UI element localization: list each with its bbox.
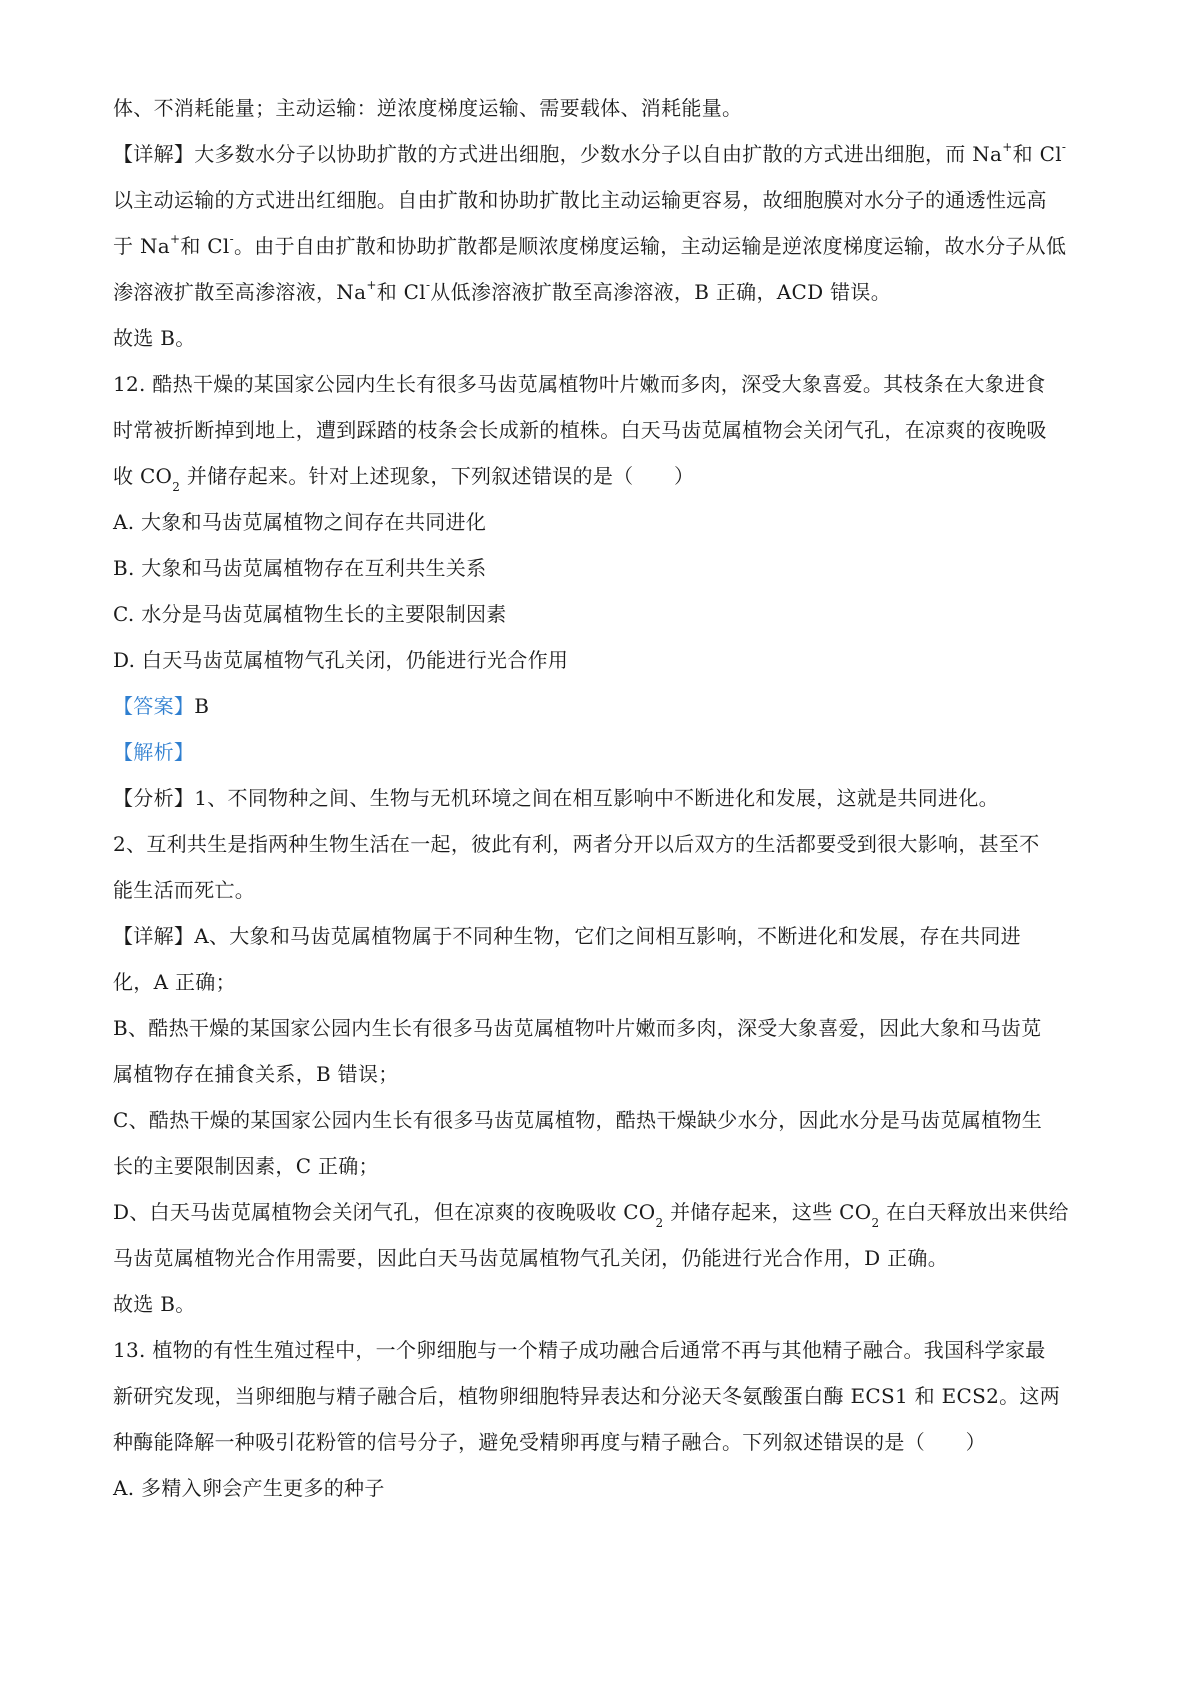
- text-line: [113, 1062, 1103, 1086]
- text-span: 2、互利共生是指两种生物生活在一起，彼此有利，两者分开以后双方的生活都要受到很大影响，甚至不: [113, 832, 1040, 856]
- superscript: +: [366, 278, 377, 293]
- text-span: 故选 B。: [113, 326, 196, 350]
- text-span: 和 Cl: [376, 280, 426, 304]
- text-span: 能生活而死亡。: [113, 878, 256, 902]
- text-span: 并储存起来，这些 CO: [663, 1200, 872, 1224]
- subscript: 2: [655, 1216, 664, 1230]
- text-line: [113, 1016, 1103, 1040]
- text-line: [113, 1292, 1103, 1316]
- text-span: C、酷热干燥的某国家公园内生长有很多马齿苋属植物，酷热干燥缺少水分，因此水分是马齿苋属植物生: [113, 1108, 1043, 1132]
- text-span: B. 大象和马齿苋属植物存在互利共生关系: [113, 556, 487, 580]
- text-span: 于 Na: [113, 234, 170, 258]
- superscript: -: [425, 278, 431, 293]
- text-span: B、酷热干燥的某国家公园内生长有很多马齿苋属植物叶片嫩而多肉，深受大象喜爱，因此大象和马齿苋: [113, 1016, 1042, 1040]
- text-line: [113, 1154, 1103, 1178]
- text-span: 和 Cl: [180, 234, 230, 258]
- text-span: 在白天释放出来供给: [879, 1200, 1069, 1224]
- text-line: [113, 970, 1103, 994]
- text-span: 12. 酷热干燥的某国家公园内生长有很多马齿苋属植物叶片嫩而多肉，深受大象喜爱。其枝条在大象进食: [113, 372, 1046, 396]
- text-line: [113, 96, 1103, 120]
- text-line: [113, 188, 1103, 212]
- text-line: [113, 418, 1103, 442]
- text-span: 属植物存在捕食关系，B 错误；: [113, 1062, 399, 1086]
- subscript: 2: [871, 1216, 880, 1230]
- text-span: 【详解】A、大象和马齿苋属植物属于不同种生物，它们之间相互影响，不断进化和发展，存在共同进: [113, 924, 1021, 948]
- option-d: [113, 648, 1103, 672]
- text-span: D、白天马齿苋属植物会关闭气孔，但在凉爽的夜晚吸收 CO: [113, 1200, 656, 1224]
- answer-line: [113, 694, 1103, 718]
- document-page: [113, 96, 1103, 1500]
- option-a: [113, 1476, 1103, 1500]
- superscript: +: [1002, 140, 1013, 155]
- superscript: -: [229, 232, 234, 247]
- answer-value: B: [194, 694, 210, 718]
- text-line: [113, 234, 1103, 258]
- option-b: [113, 556, 1103, 580]
- text-span: 渗溶液扩散至高渗溶液，Na: [113, 280, 367, 304]
- text-line: [113, 878, 1103, 902]
- text-span: A. 大象和马齿苋属植物之间存在共同进化: [113, 510, 487, 534]
- text-span: 种酶能降解一种吸引花粉管的信号分子，避免受精卵再度与精子融合。下列叙述错误的是（ ）: [113, 1430, 986, 1454]
- text-span: A. 多精入卵会产生更多的种子: [113, 1476, 385, 1500]
- option-c: [113, 602, 1103, 626]
- text-span: 收 CO: [113, 464, 173, 488]
- text-span: 长的主要限制因素，C 正确；: [113, 1154, 379, 1178]
- subscript: 2: [172, 480, 181, 494]
- text-span: 和 Cl: [1012, 142, 1062, 166]
- text-line: [113, 1108, 1103, 1132]
- text-line: [113, 1430, 1103, 1454]
- text-line: [113, 326, 1103, 350]
- text-span: 以主动运输的方式进出红细胞。自由扩散和协助扩散比主动运输更容易，故细胞膜对水分子的通透性远高: [113, 188, 1047, 212]
- text-span: C. 水分是马齿苋属植物生长的主要限制因素: [113, 602, 507, 626]
- question-13-stem: [113, 1338, 1103, 1362]
- text-span: 【分析】1、不同物种之间、生物与无机环境之间在相互影响中不断进化和发展，这就是共同进化。: [113, 786, 999, 810]
- text-span: 从低渗溶液扩散至高渗溶液，B 正确，ACD 错误。: [430, 280, 892, 304]
- text-span: 。由于自由扩散和协助扩散都是顺浓度梯度运输，主动运输是逆浓度梯度运输，故水分子从低: [233, 234, 1067, 258]
- superscript: -: [1061, 140, 1067, 155]
- text-span: 13. 植物的有性生殖过程中，一个卵细胞与一个精子成功融合后通常不再与其他精子融合。我国科学家最: [113, 1338, 1046, 1362]
- text-span: 【详解】大多数水分子以协助扩散的方式进出细胞，少数水分子以自由扩散的方式进出细胞，而 Na: [113, 142, 1003, 166]
- text-line: [113, 464, 1103, 494]
- text-line: [113, 142, 1103, 166]
- text-line: [113, 1384, 1103, 1408]
- text-span: 并储存起来。针对上述现象，下列叙述错误的是（ ）: [180, 464, 695, 488]
- text-line: [113, 924, 1103, 948]
- text-span: 化，A 正确；: [113, 970, 236, 994]
- text-line: [113, 786, 1103, 810]
- text-span: 体、不消耗能量；主动运输：逆浓度梯度运输、需要载体、消耗能量。: [113, 96, 743, 120]
- question-12-stem: [113, 372, 1103, 396]
- text-span: 马齿苋属植物光合作用需要，因此白天马齿苋属植物气孔关闭，仍能进行光合作用，D 正确。: [113, 1246, 948, 1270]
- analysis-heading: [113, 740, 1103, 764]
- text-span: 新研究发现，当卵细胞与精子融合后，植物卵细胞特异表达和分泌天冬氨酸蛋白酶 ECS1 和 ECS2。这两: [113, 1384, 1061, 1408]
- text-span: D. 白天马齿苋属植物气孔关闭，仍能进行光合作用: [113, 648, 569, 672]
- answer-label: 【答案】: [113, 694, 195, 718]
- text-span: 故选 B。: [113, 1292, 196, 1316]
- superscript: +: [169, 232, 181, 247]
- text-line: [113, 832, 1103, 856]
- analysis-label: 【解析】: [113, 740, 195, 764]
- text-span: 时常被折断掉到地上，遭到踩踏的枝条会长成新的植株。白天马齿苋属植物会关闭气孔，在凉爽的夜晚吸: [113, 418, 1047, 442]
- text-line: [113, 1200, 1103, 1230]
- text-line: [113, 1246, 1103, 1270]
- option-a: [113, 510, 1103, 534]
- text-line: [113, 280, 1103, 304]
